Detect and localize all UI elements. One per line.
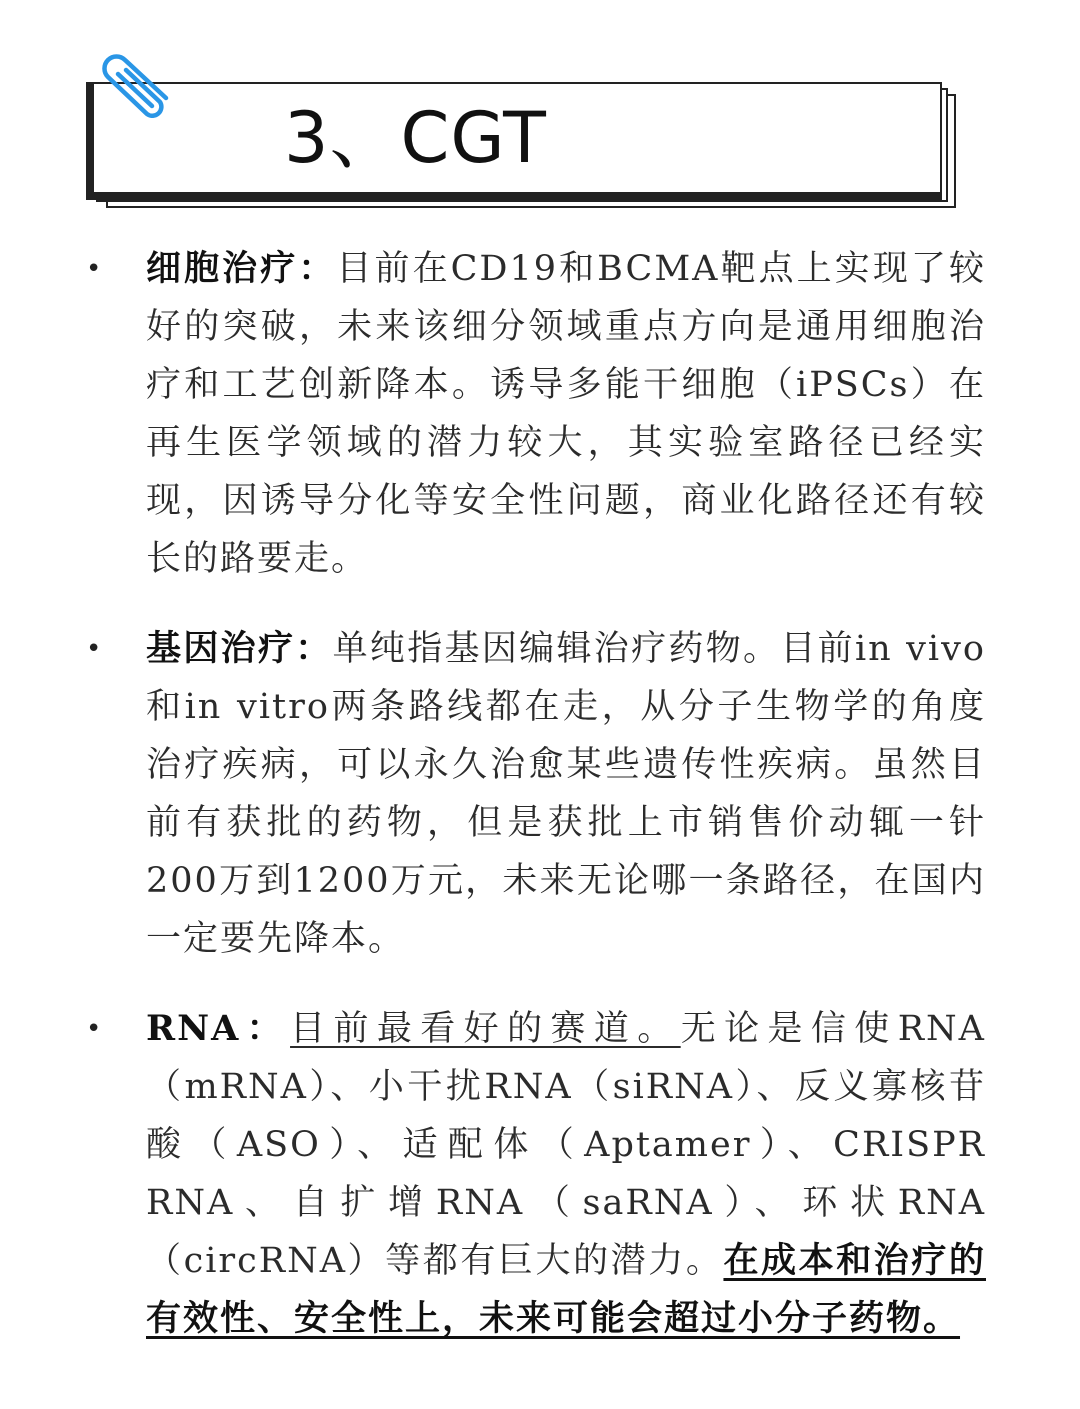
page-title: 3、CGT [284,97,547,179]
paragraph [146,620,986,968]
section-label: 细胞治疗： [146,248,337,289]
bullet-list [86,240,986,1380]
underlined-highlight: 目前最看好的赛道。 [290,1009,681,1049]
title-card [86,82,966,212]
paper-clip-icon [96,52,182,118]
section-text: 无论是信使RNA（mRNA）、小干扰RNA（siRNA）、反义寡核苷酸（ASO）、适配体（Aptamer）、CRISPR RNA、自扩增RNA（saRNA）、环状RNA（circRNA）等都有巨大的潜力。 [146,1009,986,1281]
title-card-front [86,82,942,200]
list-item-cell-therapy [86,240,986,588]
section-label: RNA： [146,1008,291,1049]
bullet-dot: • [86,254,102,284]
paragraph [146,240,986,588]
bullet-dot: • [86,634,102,664]
list-item-rna [86,1000,986,1348]
paragraph [146,1000,986,1348]
section-text: 单纯指基因编辑治疗药物。目前in vivo和in vitro两条路线都在走，从分子生物学的角度治疗疾病，可以永久治愈某些遗传性疾病。虽然目前有获批的药物，但是获批上市销售价动辄一针200万到1200万元，未来无论哪一条路径，在国内一定要先降本。 [146,629,986,959]
section-label: 基因治疗： [146,628,333,669]
bullet-dot: • [86,1014,102,1044]
section-text: 目前在CD19和BCMA靶点上实现了较好的突破，未来该细分领域重点方向是通用细胞治疗和工艺创新降本。诱导多能干细胞（iPSCs）在再生医学领域的潜力较大，其实验室路径已经实现，因诱导分化等安全性问题，商业化路径还有较长的路要走。 [146,249,986,579]
list-item-gene-therapy [86,620,986,968]
bold-underlined-conclusion: 在成本和治疗的有效性、安全性上，未来可能会超过小分子药物。 [146,1240,986,1339]
